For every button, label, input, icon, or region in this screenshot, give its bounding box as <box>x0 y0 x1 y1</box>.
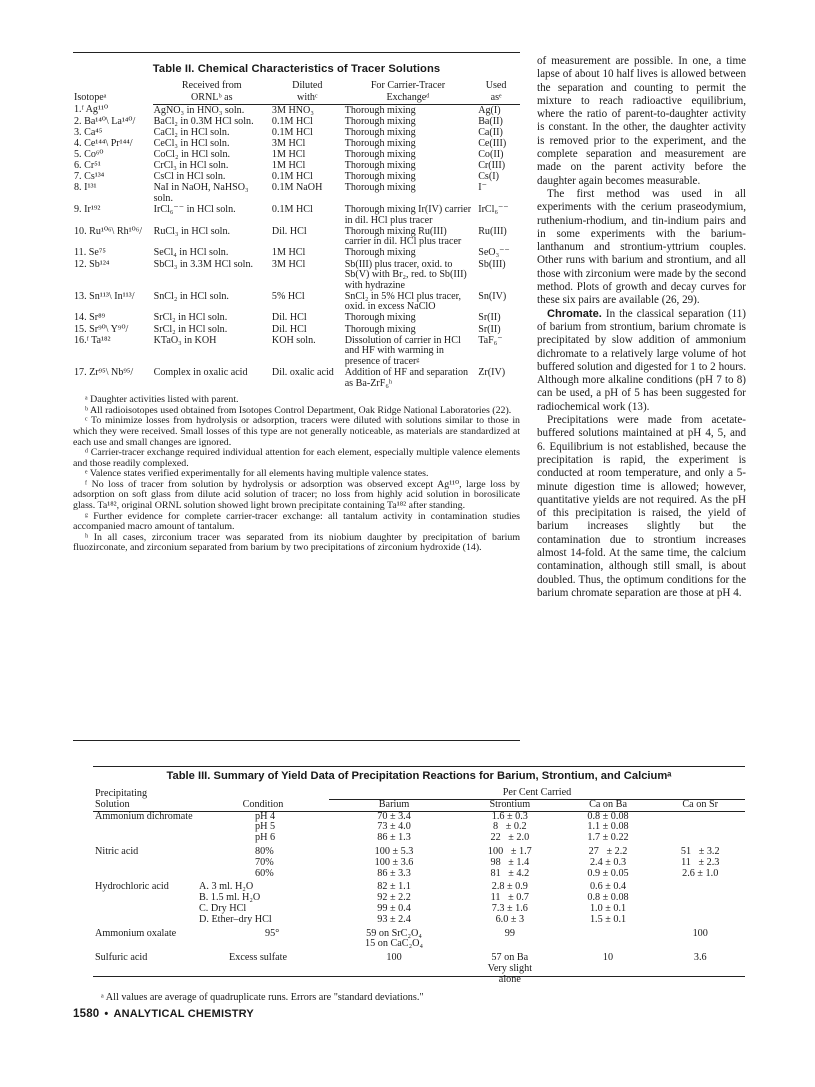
t3-cell-barium: 59 on SrC₂O₄ 15 on CaC₂O₄ <box>365 927 424 950</box>
t3-cell-ca-on-sr <box>655 915 745 926</box>
table-3 <box>93 771 745 1003</box>
t3-cell-ca-on-sr <box>655 822 745 833</box>
t2-cell-exchange: Addition of HF and separation as Ba-ZrF₆ʰ <box>344 366 469 389</box>
t2-cell-diluted: Dil. oxalic acid <box>271 366 334 378</box>
t3-cell-condition: 80% <box>255 845 274 857</box>
table2-row <box>73 226 520 248</box>
t2-cell-used-as: Ba(II) <box>478 115 503 127</box>
t3-header-solution-1: Precipitating <box>95 787 148 799</box>
t2-header-used-1: Used <box>485 80 507 91</box>
table2-row <box>73 183 520 205</box>
t3-header-solution-2: Solution <box>93 799 197 811</box>
t2-cell-received: SrCl₂ in HCl soln. <box>153 312 228 324</box>
table3-row <box>93 811 745 822</box>
paragraph-measurement: of measurement are possible. In one, a time lapse of about 10 half lives is allowed between the separation and counting to permit the mixture to reach radioactive equilibrium, where the ratio of parent-to-daughter activity is constant. In the other, the daughter activity is removed prior to the experiment, and the complete separation and measurement are made on the parent activity before the daughter again becomes measurable. <box>537 55 746 187</box>
t3-cell-ca-on-ba: 1.7 ± 0.22 <box>587 832 629 844</box>
table3-row <box>93 904 745 915</box>
table2-row <box>73 150 520 161</box>
t2-cell-exchange: Dissolution of carrier in HCl and HF with warming in presence of tracerᵍ <box>344 334 461 367</box>
t2-cell-used-as: Zr(IV) <box>478 366 506 378</box>
t3-cell-ca-on-ba: 1.0 ± 0.1 <box>589 902 627 914</box>
table2-footnote: ʰ In all cases, zirconium tracer was separated from its niobium daughter by precipitation of barium fluozirconate, and zirconium separated from barium by two precipitations of zirconium hydroxide (14). <box>73 531 520 554</box>
t2-cell-isotope: 13. Sn¹¹³\ In¹¹³/ <box>74 290 135 302</box>
t2-cell-exchange: SnCl₂ in 5% HCl plus tracer, oxid. in excess NaClO <box>344 290 462 313</box>
t2-cell-received: RuCl₃ in HCl soln. <box>153 225 231 237</box>
t3-cell-strontium: 11 ± 0.7 <box>490 892 529 904</box>
t3-cell-ca-on-ba: 0.8 ± 0.08 <box>587 892 629 904</box>
body-text-right-column <box>537 55 746 600</box>
t2-cell-exchange: Thorough mixing <box>344 149 416 161</box>
t2-cell-used-as: Sb(III) <box>478 258 506 270</box>
t3-cell-barium: 86 ± 1.3 <box>377 832 411 844</box>
t2-cell-isotope: 17. Zr⁹⁵\ Nb⁹⁵/ <box>74 366 134 378</box>
t2-cell-isotope: 2. Ba¹⁴⁰\ La¹⁴⁰/ <box>74 115 136 127</box>
table3-bottom-rule <box>93 976 745 977</box>
table3-group-spacer <box>93 986 745 989</box>
table3-row <box>93 953 745 985</box>
t3-cell-strontium: 8 ± 0.2 <box>493 821 527 833</box>
t3-cell-strontium: 57 on Ba Very slight alone <box>487 952 533 985</box>
t3-cell-strontium: 2.8 ± 0.9 <box>491 881 528 893</box>
t3-cell-ca-on-sr: 3.6 <box>693 952 707 964</box>
t3-cell-solution <box>93 915 197 926</box>
t3-cell-solution: Hydrochloric acid <box>95 881 169 893</box>
section-head-chromate: Chromate. <box>547 307 602 320</box>
table2-row <box>73 105 520 117</box>
t3-cell-condition: C. Dry HCl <box>199 902 247 914</box>
t2-cell-diluted: 1M HCl <box>271 247 306 259</box>
t2-cell-exchange: Thorough mixing <box>344 104 416 116</box>
t2-cell-used-as: Ru(III) <box>478 225 507 237</box>
t2-cell-received: SbCl₃ in 3.3M HCl soln. <box>153 258 254 270</box>
t3-cell-solution: Ammonium dichromate <box>95 810 193 822</box>
t3-cell-ca-on-sr <box>655 893 745 904</box>
table3-caption: Table III. Summary of Yield Data of Precipitation Reactions for Barium, Strontium, and Calciumᵃ <box>166 770 672 782</box>
t2-cell-diluted: 0.1M HCl <box>271 204 313 216</box>
t3-cell-ca-on-sr <box>655 811 745 822</box>
table2-footnote: ᵇ All radioisotopes used obtained from Isotopes Control Department, Oak Ridge National Laboratories (22). <box>85 404 512 416</box>
t2-cell-received: SeCl₄ in HCl soln. <box>153 247 229 259</box>
t3-cell-solution: Sulfuric acid <box>95 952 148 964</box>
t2-cell-used-as: Cs(I) <box>478 171 499 183</box>
t2-cell-used-as: Co(II) <box>478 149 504 161</box>
table2-footnotes <box>73 395 520 554</box>
t3-cell-barium: 70 ± 3.4 <box>377 810 411 822</box>
t2-header-exchange-1: For Carrier-Tracer <box>370 80 446 91</box>
t2-cell-used-as: Sr(II) <box>478 323 501 335</box>
table2-row <box>73 367 520 389</box>
t2-cell-diluted: 0.1M HCl <box>271 115 313 127</box>
t2-cell-diluted: 3M HNO₃ <box>271 104 314 116</box>
t2-cell-exchange: Thorough mixing <box>344 171 416 183</box>
t2-cell-used-as: TaF₆⁻ <box>478 334 503 346</box>
t3-cell-ca-on-sr <box>655 904 745 915</box>
t2-cell-isotope: 3. Ca⁴⁵ <box>74 126 103 138</box>
table3-top-rule <box>93 766 745 767</box>
table2-row <box>73 205 520 227</box>
t3-header-ca-on-sr: Ca on Sr <box>655 799 745 811</box>
table-2 <box>73 52 520 554</box>
paragraph-chromate-text: In the classical separation (11) of barium from strontium, barium chromate is precipitated by slow addition of ammonium dichromate to a relatively large volume of hot buffered solution and digested for 1 to 2 hours. Although more alkaline conditions (pH 7 to 8) can be used, a pH of 5 has been suggested for radiochemical work (13). <box>537 307 747 413</box>
t3-cell-strontium: 7.3 ± 1.6 <box>491 902 528 914</box>
t2-cell-diluted: 1M HCl <box>271 149 306 161</box>
t2-cell-received: CoCl₂ in HCl soln. <box>153 149 231 161</box>
t2-cell-diluted: 0.1M HCl <box>271 171 313 183</box>
t3-cell-ca-on-ba: 1.1 ± 0.08 <box>587 821 629 833</box>
table3-row <box>93 893 745 904</box>
t2-cell-used-as: Ca(II) <box>478 126 503 138</box>
t2-cell-used-as: I⁻ <box>478 182 487 194</box>
t2-header-exchange-2: Exchangeᵈ <box>344 93 473 105</box>
t2-cell-exchange: Thorough mixing <box>344 247 416 259</box>
table2-grid <box>73 81 520 389</box>
t3-cell-barium: 82 ± 1.1 <box>377 881 411 893</box>
t3-cell-barium: 73 ± 4.0 <box>377 821 411 833</box>
t2-cell-isotope: 7. Cs¹³⁴ <box>74 171 105 183</box>
t2-cell-received: CaCl₂ in HCl soln. <box>153 126 230 138</box>
t3-cell-condition: 60% <box>255 867 274 879</box>
t2-cell-exchange: Thorough mixing <box>344 115 416 127</box>
t2-cell-diluted: 5% HCl <box>271 290 305 302</box>
t2-cell-received: NaI in NaOH, NaHSO₃ soln. <box>153 182 249 204</box>
table3-row <box>93 869 745 880</box>
table3-row <box>93 858 745 869</box>
t2-cell-used-as: SeO₃⁻⁻ <box>478 247 510 259</box>
t3-cell-condition: pH 6 <box>255 832 276 844</box>
t2-cell-exchange: Thorough mixing <box>344 137 416 149</box>
t2-cell-received: CsCl in HCl soln. <box>153 171 226 183</box>
t2-cell-isotope: 10. Ru¹⁰⁶\ Rh¹⁰⁶/ <box>74 225 143 237</box>
t2-header-diluted-1: Diluted <box>292 80 323 91</box>
t3-cell-solution <box>93 858 197 869</box>
t2-cell-received: Complex in oxalic acid <box>153 366 248 378</box>
t2-cell-exchange: Thorough mixing <box>344 182 416 194</box>
table2-footnote: ᵃ Daughter activities listed with parent. <box>85 394 239 406</box>
t2-cell-used-as: Sn(IV) <box>478 290 507 302</box>
t3-cell-solution <box>93 904 197 915</box>
t3-header-per-cent-carried: Per Cent Carried <box>329 788 745 799</box>
t3-cell-condition: A. 3 ml. H₂O <box>199 881 254 893</box>
t3-cell-ca-on-sr: 51 ± 3.2 <box>680 845 720 857</box>
t3-cell-solution <box>93 893 197 904</box>
t2-cell-exchange: Thorough mixing <box>344 323 416 335</box>
t3-cell-ca-on-ba: 0.6 ± 0.4 <box>589 881 627 893</box>
t3-cell-ca-on-sr: 100 <box>692 927 708 939</box>
t3-cell-strontium: 1.6 ± 0.3 <box>491 810 528 822</box>
table3-footnote: ᵃ All values are average of quadruplicate runs. Errors are "standard deviations." <box>101 991 424 1003</box>
t2-cell-exchange: Sb(III) plus tracer, oxid. to Sb(V) with Br₂, red. to Sb(III) with hydrazine <box>344 258 467 291</box>
t2-cell-isotope: 14. Sr⁸⁹ <box>74 312 106 324</box>
table3-grid <box>93 788 745 989</box>
t3-cell-strontium: 6.0 ± 3 <box>495 913 525 925</box>
table2-bottom-rule <box>73 740 520 741</box>
t3-cell-strontium: 81 ± 4.2 <box>490 867 530 879</box>
t3-cell-barium: 100 ± 5.3 <box>374 845 414 857</box>
t3-cell-ca-on-ba: 0.8 ± 0.08 <box>587 810 629 822</box>
table2-footnote: ᵈ Carrier-tracer exchange required individual attention for each element, especially multiple valence elements and those readily complexed. <box>73 447 520 469</box>
paragraph-first-method: The first method was used in all experiments with the cerium praseodymium, ruthenium-rhodium, and tin-indium pairs and in some experiments with the barium-lanthanum and strontium-yttrium couples. Other runs with barium and strontium, and all those with zirconium were made by the second method. Plots of growth and decay curves for these six pairs are available (26, 29). <box>537 187 746 307</box>
t2-cell-exchange: Thorough mixing <box>344 126 416 138</box>
t2-cell-isotope: 12. Sb¹²⁴ <box>74 258 110 270</box>
t2-cell-received: SnCl₂ in HCl soln. <box>153 290 229 302</box>
t2-cell-diluted: Dil. HCl <box>271 312 307 324</box>
t2-header-diluted-2: withᶜ <box>271 93 344 105</box>
t2-cell-isotope: 6. Cr⁵¹ <box>74 160 101 172</box>
t3-cell-barium: 99 ± 0.4 <box>377 902 411 914</box>
t3-cell-ca-on-ba <box>561 929 656 951</box>
t3-cell-barium: 100 ± 3.6 <box>374 856 414 868</box>
t3-cell-barium: 86 ± 3.3 <box>377 867 411 879</box>
t2-cell-diluted: KOH soln. <box>271 334 316 346</box>
t3-cell-condition: pH 4 <box>255 810 276 822</box>
table2-row <box>73 291 520 313</box>
table2-body <box>73 105 520 389</box>
t2-cell-received: BaCl₂ in 0.3M HCl soln. <box>153 115 254 127</box>
t3-cell-barium: 100 <box>386 952 402 964</box>
t3-cell-solution: Ammonium oxalate <box>95 927 177 939</box>
t3-cell-ca-on-sr: 2.6 ± 1.0 <box>682 867 719 879</box>
table3-body <box>93 811 745 988</box>
t2-cell-diluted: 3M HCl <box>271 137 306 149</box>
t2-cell-received: KTaO₃ in KOH <box>153 334 217 346</box>
page-number: 1580 <box>73 1008 100 1020</box>
t2-header-isotope: Isotopeᵃ <box>74 92 107 104</box>
t3-header-barium: Barium <box>329 799 459 811</box>
t3-cell-ca-on-ba: 10 <box>602 952 614 964</box>
paragraph-chromate <box>537 308 746 414</box>
t2-cell-diluted: 0.1M HCl <box>271 126 313 138</box>
t2-cell-received: CrCl₃ in HCl soln. <box>153 160 229 172</box>
t2-cell-isotope: 15. Sr⁹⁰\ Y⁹⁰/ <box>74 323 129 335</box>
table2-footnote: ᶠ No loss of tracer from solution by hydrolysis or adsorption was observed except Ag¹¹⁰, large loss by adsorption on soft glass from dilute acid solution of tracer; no loss from highly acid solution in borosilicate glass. Ta¹⁸², original ORNL solution showed light brown precipitate containing Ta¹⁸² after standing. <box>73 478 520 512</box>
table2-row <box>73 127 520 138</box>
table2-row <box>73 138 520 149</box>
page-footer <box>73 1008 254 1020</box>
t3-cell-strontium: 99 <box>504 927 515 939</box>
table2-row <box>73 248 520 259</box>
t2-cell-used-as: Cr(III) <box>478 160 506 172</box>
t3-cell-ca-on-ba: 0.9 ± 0.05 <box>587 867 629 879</box>
table3-row <box>93 882 745 893</box>
table3-row <box>93 915 745 926</box>
t3-cell-solution <box>93 822 197 833</box>
t3-cell-condition: 95° <box>265 927 280 939</box>
t3-cell-strontium: 98 ± 1.4 <box>490 856 530 868</box>
table2-row <box>73 259 520 291</box>
t3-header-strontium: Strontium <box>459 799 561 811</box>
table3-row <box>93 833 745 844</box>
table2-row <box>73 161 520 172</box>
t3-cell-strontium: 22 ± 2.0 <box>490 832 530 844</box>
t2-cell-exchange: Thorough mixing Ir(IV) carrier in dil. HCl plus tracer <box>344 204 472 226</box>
t3-cell-barium: 92 ± 2.2 <box>377 892 411 904</box>
table2-row <box>73 116 520 127</box>
table2-row <box>73 324 520 335</box>
t2-cell-diluted: Dil. HCl <box>271 225 307 237</box>
t2-cell-isotope: 8. I¹³¹ <box>74 182 97 194</box>
t2-cell-isotope: 11. Se⁷⁵ <box>74 247 106 259</box>
t2-cell-received: IrCl₆⁻⁻ in HCl soln. <box>153 204 236 216</box>
t3-cell-solution <box>93 869 197 880</box>
t3-cell-ca-on-sr <box>655 833 745 844</box>
table2-row <box>73 313 520 324</box>
t2-cell-used-as: Sr(II) <box>478 312 501 324</box>
t2-cell-diluted: Dil. HCl <box>271 323 307 335</box>
table3-row <box>93 847 745 858</box>
t2-cell-diluted: 0.1M NaOH <box>271 182 323 194</box>
t3-cell-condition: pH 5 <box>255 821 276 833</box>
t2-cell-diluted: 3M HCl <box>271 258 306 270</box>
t3-cell-solution <box>93 833 197 844</box>
table2-footnote: ᵉ Valence states verified experimentally for all elements having multiple valence states. <box>85 468 429 480</box>
t2-cell-received: CeCl₃ in HCl soln. <box>153 137 230 149</box>
t3-cell-barium: 93 ± 2.4 <box>377 913 411 925</box>
table2-caption: Table II. Chemical Characteristics of Tracer Solutions <box>152 63 441 75</box>
t2-cell-used-as: Ag(I) <box>478 104 501 116</box>
t3-cell-condition: 70% <box>255 856 274 868</box>
t3-cell-solution: Nitric acid <box>95 845 139 857</box>
t2-header-received-2: ORNLᵇ as <box>153 93 271 105</box>
t2-cell-exchange: Thorough mixing Ru(III) carrier in dil. HCl plus tracer <box>344 225 462 248</box>
t2-cell-isotope: 5. Co⁶⁰ <box>74 149 104 161</box>
t3-cell-ca-on-ba: 1.5 ± 0.1 <box>589 913 627 925</box>
table2-footnote: ᶜ To minimize losses from hydrolysis or adsorption, tracers were diluted with solutions similar to those in which they were received. Small losses of this type are not generally noticeable, as materials are standardized at each use and small changes are ignored. <box>73 415 520 448</box>
t3-cell-ca-on-sr: 11 ± 2.3 <box>681 856 720 868</box>
journal-name: ANALYTICAL CHEMISTRY <box>113 1008 254 1020</box>
paragraph-precipitations: Precipitations were made from acetate-buffered solutions maintained at pH 4, 5, and 6. Equilibrium is not established, because the precipitation is rapid, the experiment is conducted at room temperature, and only a 5-minute digestion time is allowed; however, quantitative yields are not required. As the pH of this precipitation is raised, the yield of barium increases slightly but the contamination due to strontium increases almost 14-fold. At the same time, the calcium contamination, although still small, is about doubled. Thus, the optimum conditions for the barium chromate separation are those at pH 4. <box>537 414 746 599</box>
table2-row <box>73 335 520 367</box>
t3-cell-strontium: 100 ± 1.7 <box>487 845 532 857</box>
t3-cell-condition: D. Ether–dry HCl <box>199 913 272 925</box>
t3-cell-ca-on-sr <box>655 882 745 893</box>
t3-cell-condition: Excess sulfate <box>229 952 287 964</box>
t2-cell-isotope: 4. Ce¹⁴⁴\ Pr¹⁴⁴/ <box>74 137 133 149</box>
t2-cell-isotope: 1.ᶠ Ag¹¹⁰ <box>74 104 109 116</box>
t2-cell-isotope: 9. Ir¹⁹² <box>74 204 101 216</box>
footer-bullet: • <box>104 1008 109 1020</box>
t3-cell-ca-on-ba: 2.4 ± 0.3 <box>589 856 627 868</box>
t2-cell-received: SrCl₂ in HCl soln. <box>153 323 228 335</box>
table2-row <box>73 172 520 183</box>
t2-cell-diluted: 1M HCl <box>271 160 306 172</box>
t2-cell-used-as: IrCl₆⁻⁻ <box>478 204 509 216</box>
table3-row <box>93 929 745 951</box>
t3-cell-condition: B. 1.5 ml. H₂O <box>199 892 261 904</box>
t2-header-received-1: Received from <box>181 80 242 91</box>
t2-cell-isotope: 16.ᶠ Ta¹⁸² <box>74 334 111 346</box>
t2-header-used-2: asᵉ <box>472 93 520 105</box>
table3-row <box>93 822 745 833</box>
t3-cell-ca-on-ba: 27 ± 2.2 <box>588 845 628 857</box>
t3-header-condition: Condition <box>197 799 329 811</box>
t3-header-ca-on-ba: Ca on Ba <box>561 799 656 811</box>
t2-cell-used-as: Ce(III) <box>478 137 507 149</box>
t2-cell-received: AgNO₃ in HNO₃ soln. <box>153 104 245 116</box>
t2-cell-exchange: Thorough mixing <box>344 312 416 324</box>
table2-footnote: ᵍ Further evidence for complete carrier-tracer exchange: all tantalum activity in contamination studies accompanied macro amount of tantalum. <box>73 510 520 533</box>
t2-cell-exchange: Thorough mixing <box>344 160 416 172</box>
